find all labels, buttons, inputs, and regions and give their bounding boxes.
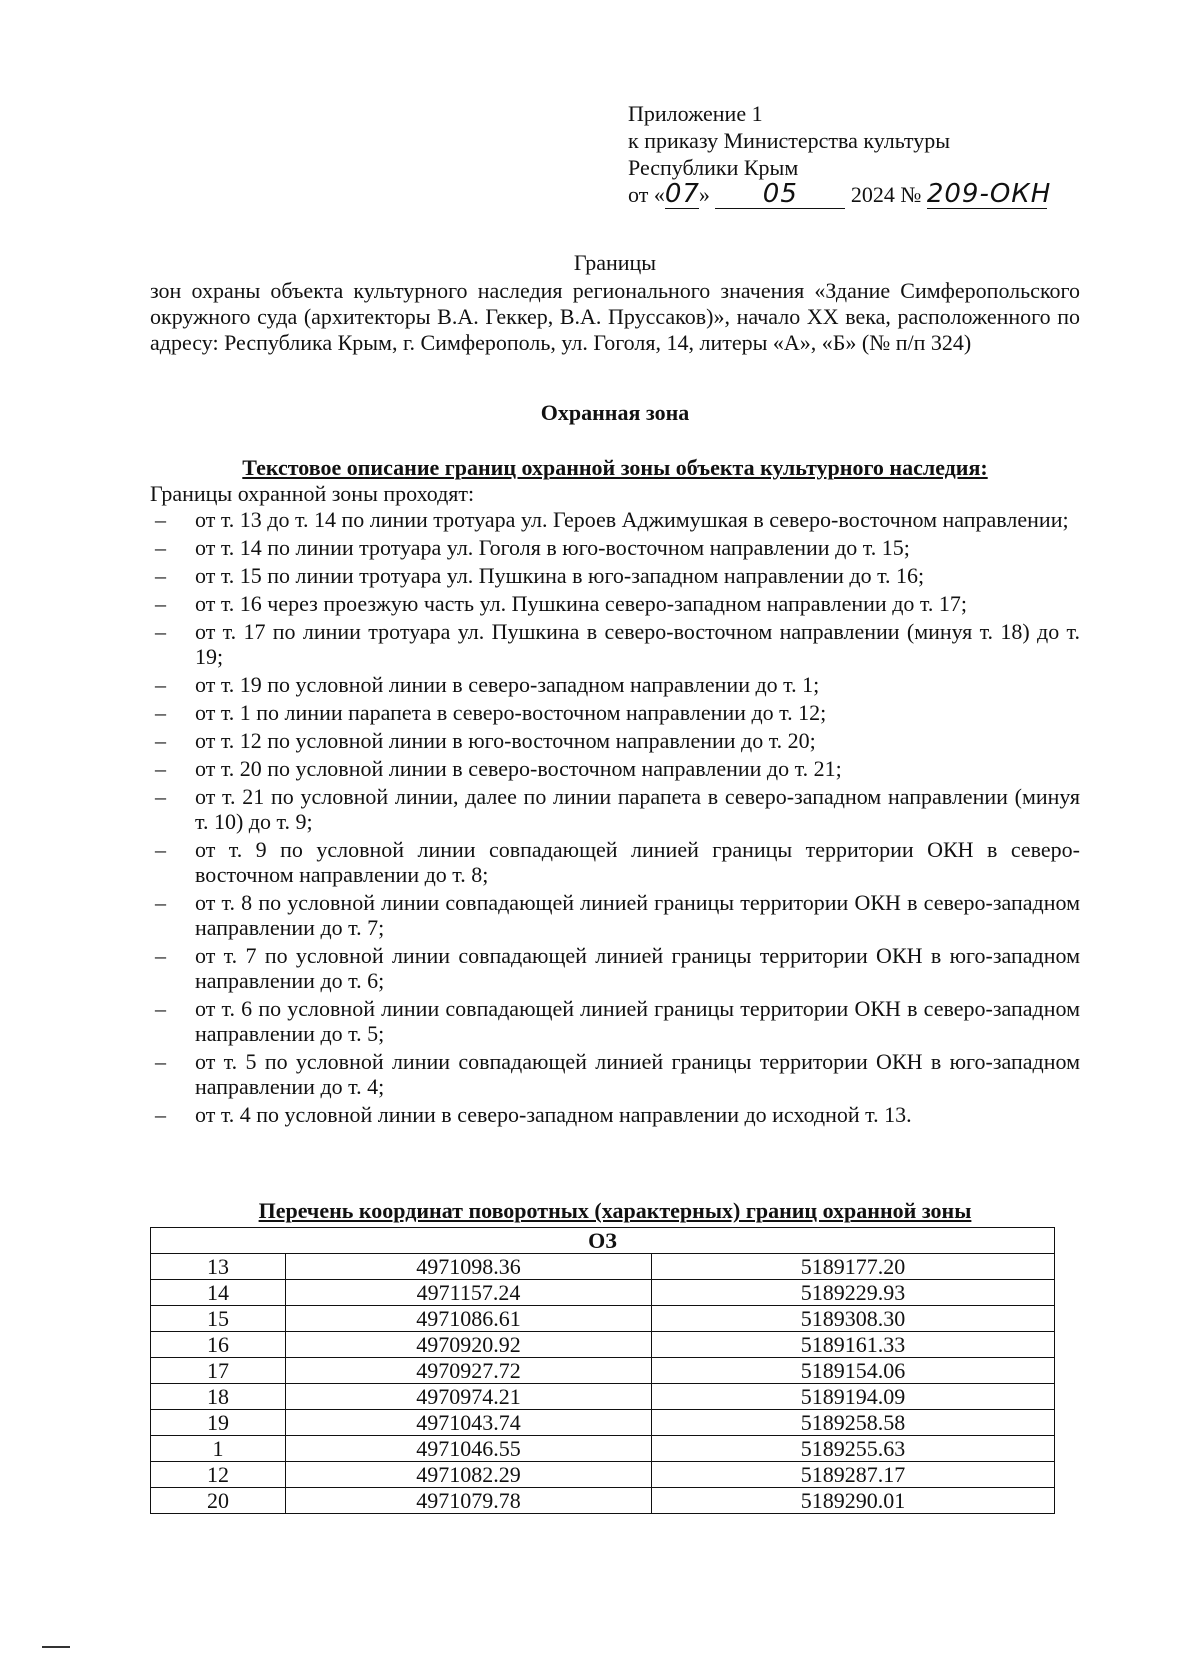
- appendix-line-3: Республики Крым: [628, 155, 799, 180]
- table-row: [151, 1332, 1055, 1358]
- appendix-date-line: [628, 179, 1052, 209]
- dash-marker: –: [155, 591, 166, 616]
- list-item: [150, 1102, 1080, 1127]
- coord-y: 5189255.63: [652, 1436, 1055, 1462]
- list-item-text: от т. 19 по условной линии в северо-западном направлении до т. 1;: [195, 672, 820, 697]
- dash-marker: –: [155, 756, 166, 781]
- table-row: [151, 1462, 1055, 1488]
- coord-y: 5189177.20: [652, 1254, 1055, 1280]
- list-item: [150, 756, 1080, 781]
- table-row: [151, 1254, 1055, 1280]
- point-number: 16: [151, 1332, 286, 1358]
- date-year: 2024 №: [850, 182, 922, 207]
- coord-x: 4971079.78: [286, 1488, 652, 1514]
- point-number: 20: [151, 1488, 286, 1514]
- boundary-list: [150, 507, 1080, 1130]
- dash-marker: –: [155, 1049, 166, 1074]
- date-mid: »: [698, 182, 710, 207]
- point-number: 1: [151, 1436, 286, 1462]
- list-item-text: от т. 7 по условной линии совпадающей линией границы территории ОКН в юго-западном направлении до т. 6;: [195, 943, 1080, 993]
- list-item: [150, 837, 1080, 887]
- list-item-text: от т. 21 по условной линии, далее по линии парапета в северо-западном направлении (минуя т. 10) до т. 9;: [195, 784, 1080, 834]
- dash-marker: –: [155, 784, 166, 809]
- coord-y: 5189290.01: [652, 1488, 1055, 1514]
- point-number: 14: [151, 1280, 286, 1306]
- coordinates-heading: Перечень координат поворотных (характерных) границ охранной зоны: [258, 1198, 972, 1223]
- list-item: [150, 943, 1080, 993]
- point-number: 18: [151, 1384, 286, 1410]
- table-row: [151, 1306, 1055, 1332]
- coord-x: 4971082.29: [286, 1462, 652, 1488]
- table-row: [151, 1280, 1055, 1306]
- dash-marker: –: [155, 837, 166, 862]
- scan-edge-mark: [42, 1646, 70, 1648]
- table-row: [151, 1358, 1055, 1384]
- date-prefix: от «: [628, 182, 665, 207]
- table-row: [151, 1488, 1055, 1514]
- coordinates-table: [150, 1227, 1055, 1514]
- list-item-text: от т. 5 по условной линии совпадающей линией границы территории ОКН в юго-западном направлении до т. 4;: [195, 1049, 1080, 1099]
- list-item-text: от т. 17 по линии тротуара ул. Пушкина в северо-восточном направлении (минуя т. 18) до т. 19;: [195, 619, 1080, 669]
- title-heading: Границы: [573, 250, 657, 275]
- zone-heading: Охранная зона: [540, 400, 690, 425]
- list-item: [150, 535, 1080, 560]
- appendix-line-1: Приложение 1: [628, 101, 763, 126]
- coord-y: 5189229.93: [652, 1280, 1055, 1306]
- coord-x: 4970927.72: [286, 1358, 652, 1384]
- dash-marker: –: [155, 672, 166, 697]
- point-number: 13: [151, 1254, 286, 1280]
- list-item-text: от т. 9 по условной линии совпадающей линией границы территории ОКН в северо-восточном направлении до т. 8;: [195, 837, 1080, 887]
- table-row: [151, 1410, 1055, 1436]
- date-day: 07: [664, 179, 700, 209]
- order-number: 209-ОКН: [926, 179, 1052, 209]
- point-number: 19: [151, 1410, 286, 1436]
- table-header-oz: ОЗ: [151, 1228, 1055, 1254]
- dash-marker: –: [155, 563, 166, 588]
- coord-x: 4971098.36: [286, 1254, 652, 1280]
- coord-y: 5189161.33: [652, 1332, 1055, 1358]
- appendix-block: [628, 100, 1052, 209]
- coord-x: 4971043.74: [286, 1410, 652, 1436]
- coord-x: 4970974.21: [286, 1384, 652, 1410]
- list-item: [150, 619, 1080, 669]
- intro-text: Границы охранной зоны проходят:: [150, 481, 475, 506]
- list-item-text: от т. 14 по линии тротуара ул. Гоголя в юго-восточном направлении до т. 15;: [195, 535, 910, 560]
- date-month: 05: [715, 181, 845, 209]
- list-item-text: от т. 20 по условной линии в северо-восточном направлении до т. 21;: [195, 756, 842, 781]
- list-item-text: от т. 4 по условной линии в северо-западном направлении до исходной т. 13.: [195, 1102, 912, 1127]
- table-row: [151, 1436, 1055, 1462]
- title-body: зон охраны объекта культурного наследия регионального значения «Здание Симферопольского окружного суда (архитекторы В.А. Геккер, В.А. Пруссаков)», начало XX века, расположенного по адресу: Республика Крым, г. Симферополь, ул. Гоголя, 14, литеры «А», «Б» (№ п/п 324): [150, 278, 1080, 355]
- coord-x: 4971157.24: [286, 1280, 652, 1306]
- dash-marker: –: [155, 890, 166, 915]
- table-row: [151, 1384, 1055, 1410]
- list-item: [150, 507, 1080, 532]
- dash-marker: –: [155, 1102, 166, 1127]
- point-number: 17: [151, 1358, 286, 1384]
- coord-y: 5189154.06: [652, 1358, 1055, 1384]
- list-item: [150, 890, 1080, 940]
- list-item: [150, 672, 1080, 697]
- point-number: 12: [151, 1462, 286, 1488]
- dash-marker: –: [155, 507, 166, 532]
- list-item: [150, 728, 1080, 753]
- dash-marker: –: [155, 996, 166, 1021]
- coord-y: 5189258.58: [652, 1410, 1055, 1436]
- dash-marker: –: [155, 728, 166, 753]
- dash-marker: –: [155, 700, 166, 725]
- table-header-row: [151, 1228, 1055, 1254]
- list-item-text: от т. 12 по условной линии в юго-восточном направлении до т. 20;: [195, 728, 816, 753]
- list-item: [150, 996, 1080, 1046]
- coord-x: 4970920.92: [286, 1332, 652, 1358]
- list-item-text: от т. 13 до т. 14 по линии тротуара ул. Героев Аджимушкая в северо-восточном направлении;: [195, 507, 1069, 532]
- coord-y: 5189287.17: [652, 1462, 1055, 1488]
- point-number: 15: [151, 1306, 286, 1332]
- coord-y: 5189308.30: [652, 1306, 1055, 1332]
- list-item-text: от т. 16 через проезжую часть ул. Пушкина северо-западном направлении до т. 17;: [195, 591, 967, 616]
- dash-marker: –: [155, 535, 166, 560]
- list-item-text: от т. 6 по условной линии совпадающей линией границы территории ОКН в северо-западном направлении до т. 5;: [195, 996, 1080, 1046]
- list-item: [150, 591, 1080, 616]
- list-item: [150, 784, 1080, 834]
- coord-x: 4971046.55: [286, 1436, 652, 1462]
- dash-marker: –: [155, 619, 166, 644]
- dash-marker: –: [155, 943, 166, 968]
- list-item: [150, 563, 1080, 588]
- list-item-text: от т. 8 по условной линии совпадающей линией границы территории ОКН в северо-западном направлении до т. 7;: [195, 890, 1080, 940]
- list-item: [150, 700, 1080, 725]
- coord-x: 4971086.61: [286, 1306, 652, 1332]
- coord-y: 5189194.09: [652, 1384, 1055, 1410]
- appendix-line-2: к приказу Министерства культуры: [628, 128, 951, 153]
- list-item-text: от т. 15 по линии тротуара ул. Пушкина в юго-западном направлении до т. 16;: [195, 563, 925, 588]
- text-description-heading: Текстовое описание границ охранной зоны объекта культурного наследия:: [242, 455, 988, 480]
- list-item: [150, 1049, 1080, 1099]
- list-item-text: от т. 1 по линии парапета в северо-восточном направлении до т. 12;: [195, 700, 827, 725]
